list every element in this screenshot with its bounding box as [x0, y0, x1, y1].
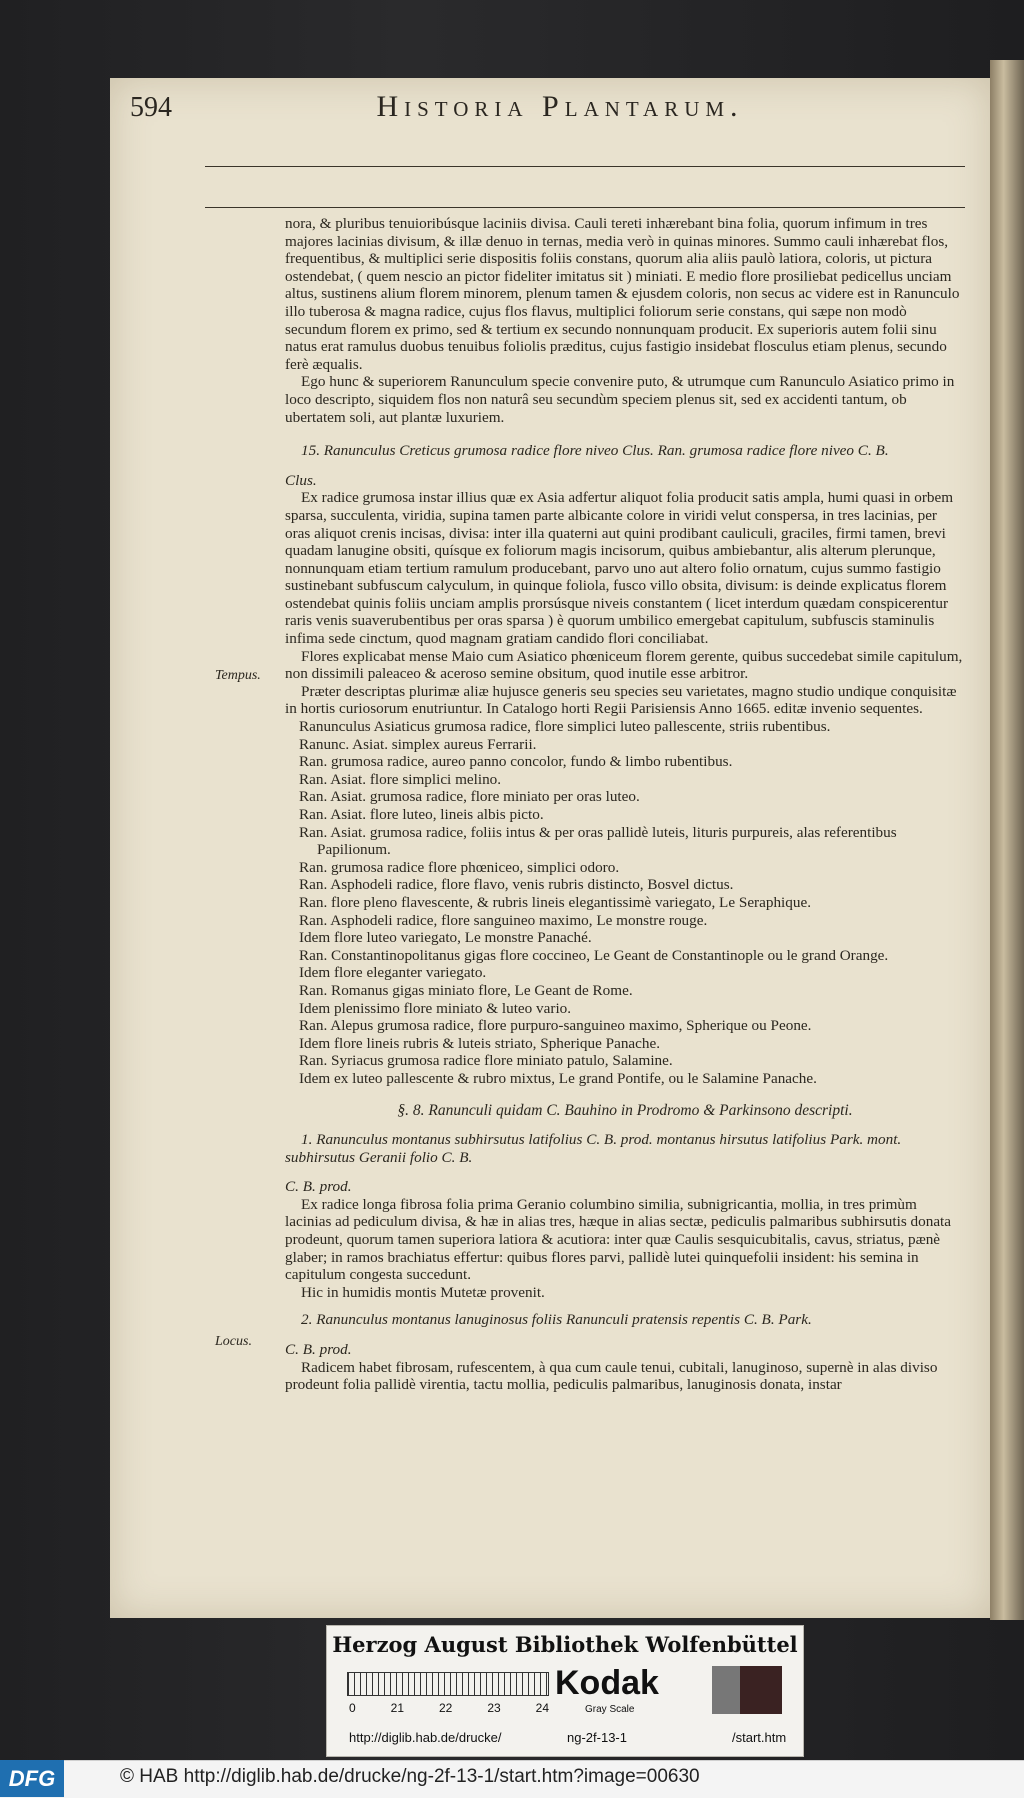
card-id: ng-2f-13-1	[567, 1730, 627, 1745]
ruler-label: 21	[390, 1701, 405, 1715]
library-name: Herzog August Bibliothek Wolfenbüttel	[332, 1632, 798, 1657]
catalog-item: Ran. flore pleno flavescente, & rubris lineis elegantissimè variegato, Le Seraphique.	[299, 893, 811, 911]
paragraph: Ego hunc & superiorem Ranunculum specie convenire puto, & utrumque cum Ranunculo Asiatico primo in loco descripto, siquidem flos non naturâ seu secundùm speciem plenus sit, sed ex accidenti tantum, ob ubertatem soli, aut plantæ luxuriem.	[285, 373, 955, 426]
ruler-labels	[349, 1701, 549, 1715]
catalog-item: Ran. grumosa radice flore phœniceo, simplici odoro.	[299, 858, 620, 876]
catalog-item: Ranunculus Asiaticus grumosa radice, flore simplici luteo pallescente, striis rubentibus.	[299, 718, 831, 736]
catalog-item: Ran. Alepus grumosa radice, flore purpuro-sanguineo maximo, Spherique ou Peone.	[299, 1017, 812, 1035]
copyright-link[interactable]: © HAB http://diglib.hab.de/drucke/ng-2f-13-1/start.htm?image=00630	[120, 1766, 700, 1787]
ruler-scale	[347, 1672, 549, 1696]
page-number: 594	[130, 92, 172, 123]
text-column	[285, 215, 965, 1394]
section-heading: §. 8. Ranunculi quidam C. Bauhino in Prodromo & Parkinsono descripti.	[397, 1101, 853, 1119]
catalog-item: Ran. Romanus gigas miniato flore, Le Geant de Rome.	[299, 981, 633, 999]
ruler-label: 0	[349, 1701, 356, 1715]
library-color-card	[326, 1625, 804, 1757]
margin-note-tempus: Tempus.	[215, 668, 261, 683]
book-edge	[990, 60, 1024, 1620]
card-url: http://diglib.hab.de/drucke/	[349, 1730, 502, 1745]
entry-source: C. B. prod.	[285, 1341, 352, 1359]
catalog-item: Ran. Asiat. grumosa radice, foliis intus & per oras pallidè luteis, lituris purpureis, alas referentibus Papilionum.	[299, 823, 897, 859]
paragraph: Ex radice grumosa instar illius quæ ex Asia adfertur aliquot folia producit satis ampla, humi quasi in orbem sparsa, succulenta, viridia, supina tamen parte albicante colore in viridi velut conspersa, in tres lacinias, per oras aliquot crenis incisas, divisa: inter illa quaterni aut quini prodibant cauliculi, graciles, firmi tamen, brevi quadam lanugine obsiti, quísque ex foliorum magis incisorum, quibus ambiebantur, alis alterum plerunque, nonnunquam etiam tertium ramulum producebant, parvo uno aut altero folio ornatum, cujus summo fastigio sustinebant subfuscum calyculum, in quinque foliola, fusco villo obsita, divisum: is deinde explicatus florem ostendebat quinis foliis unciam amplis prorsúsque niveis constantem ( licet interdum quædam conspicerentur raris venis suaverubentibus per oras sparsa ) è quorum umbilico emergebat capitulum, subfuscis staminulis infima sede cinctum, quod magnam gratiam candido flori conciliabat.	[285, 489, 954, 648]
paragraph: nora, & pluribus tenuioribúsque laciniis divisa. Cauli tereti inhærebant bina folia, quorum infimum in tres majores lacinias divisum, & illæ denuo in ternas, media verò in quinas minores. Summo cauli inhærebat flos, frequentibus, & multiplici serie dispositis foliis constans, quorum alia aliis paulò latiora, coloris, ut pictura ostendebat, ( quem nescio an pictor fideliter imitatus sit ) miniati. E medio flore prosiliebat pedicellus unciam altus, sustinens alium florem minorem, plenum tamen & ejusdem coloris, non secus ac videre est in Ranunculo illo tuberosa & magna radice, cujus flos flavus, multiplici foliorum serie constans, qui sæpe non modò secundum florem ex primo, sed & tertium ex secundo nonnunquam producit. Ex superioris autem folii sinu natus erat ramulus duobus tenuibus foliolis præditus, cujus fastigio insidebat flosculus etiam plenus, secundo ferè æqualis.	[285, 215, 960, 373]
catalog-item: Idem flore eleganter variegato.	[299, 964, 487, 982]
kodak-logo: Kodak	[555, 1664, 659, 1702]
catalog-item: Idem flore lineis rubris & luteis striato, Spherique Panache.	[299, 1034, 661, 1052]
card-start: /start.htm	[732, 1730, 787, 1745]
catalog-item: Ran. Constantinopolitanus gigas flore coccineo, Le Geant de Constantinople ou le grand Orange.	[299, 946, 889, 964]
ruler-label: 22	[438, 1701, 453, 1715]
catalog-item: Ran. Asiat. flore simplici melino.	[299, 770, 502, 788]
ruler-label: 23	[487, 1701, 501, 1715]
entry-body: Ex radice longa fibrosa folia prima Geranio columbino similia, subnigricantia, mollia, in tres primùm lacinias ad pediculum divisa, & hæ in alias tres, hæque in alias sectæ, pediculis palmaribus subhirsutis donata prodeunt, quorum tamen superiora latiora & acutiora: inter quæ Caulis sesquicubitalis, cavus, striatus, pænè glaber; in ramos brachiatus effertur: quibus flores parvi, pallidè lutei quinquefolii insident: his semina in capitulum congesta succedunt.	[285, 1195, 952, 1284]
gray-scale-patch	[712, 1666, 782, 1714]
entry-locus: Hic in humidis montis Mutetæ provenit.	[301, 1283, 545, 1301]
catalog-item: Ran. Syriacus grumosa radice flore miniato patulo, Salamine.	[299, 1052, 673, 1070]
catalog-item: Ranunc. Asiat. simplex aureus Ferrarii.	[299, 735, 537, 753]
catalog-item: Ran. grumosa radice, aureo panno concolor, fundo & limbo rubentibus.	[299, 753, 733, 771]
dfg-logo[interactable]: DFG	[0, 1760, 64, 1797]
species-heading: 15. Ranunculus Creticus grumosa radice flore niveo Clus. Ran. grumosa radice flore niveo C. B.	[301, 442, 889, 460]
paragraph: Præter descriptas plurimæ aliæ hujusce generis seu species seu varietates, magno studio undique conquisitæ in hortis curiosorum enutriuntur. In Catalogo horti Regii Parisiensis Anno 1665. editæ invenio sequentes.	[285, 682, 957, 718]
entry-title: 1. Ranunculus montanus subhirsutus latifolius C. B. prod. montanus hirsutus latifolius Park. mont. subhirsutus Geranii folio C. B.	[285, 1131, 902, 1166]
entry-body: Radicem habet fibrosam, rufescentem, à qua cum caule tenui, cubitali, lanuginoso, supernè in alas diviso prodeunt folia pallidè virentia, tactu mollia, pediculis palmaribus, lanuginosis donata, instar	[285, 1358, 938, 1394]
source-label: Clus.	[285, 471, 317, 489]
ruler-label: 24	[535, 1701, 549, 1715]
running-title: Historia Plantarum.	[376, 90, 744, 123]
catalog-item: Idem ex luteo pallescente & rubro mixtus, Le grand Pontife, ou le Salamine Panache.	[299, 1069, 817, 1087]
catalog-item: Ran. Asiat. flore luteo, lineis albis picto.	[299, 806, 544, 823]
margin-note-locus: Locus.	[215, 1334, 252, 1349]
page-header-rule	[205, 166, 965, 208]
catalog-item: Idem plenissimo flore miniato & luteo vario.	[299, 999, 572, 1017]
entry-title: 2. Ranunculus montanus lanuginosus foliis Ranunculi pratensis repentis C. B. Park.	[301, 1311, 812, 1329]
gray-scale-label: Gray Scale	[585, 1704, 635, 1715]
catalog-item: Ran. Asphodeli radice, flore sanguineo maximo, Le monstre rouge.	[299, 911, 708, 929]
catalog-item: Idem flore luteo variegato, Le monstre Panaché.	[299, 929, 592, 947]
catalog-item: Ran. Asiat. grumosa radice, flore miniato per oras luteo.	[299, 788, 640, 806]
paragraph: Flores explicabat mense Maio cum Asiatico phœniceum florem gerente, quibus succedebat simile capitulum, non dissimili paleaceo & aceroso semine obsitum, quod inutile esse arbitror.	[285, 647, 963, 683]
catalog-item: Ran. Asphodeli radice, flore flavo, venis rubris distincto, Bosvel dictus.	[299, 876, 734, 894]
entry-source: C. B. prod.	[285, 1178, 352, 1196]
catalog-list	[285, 718, 965, 1087]
